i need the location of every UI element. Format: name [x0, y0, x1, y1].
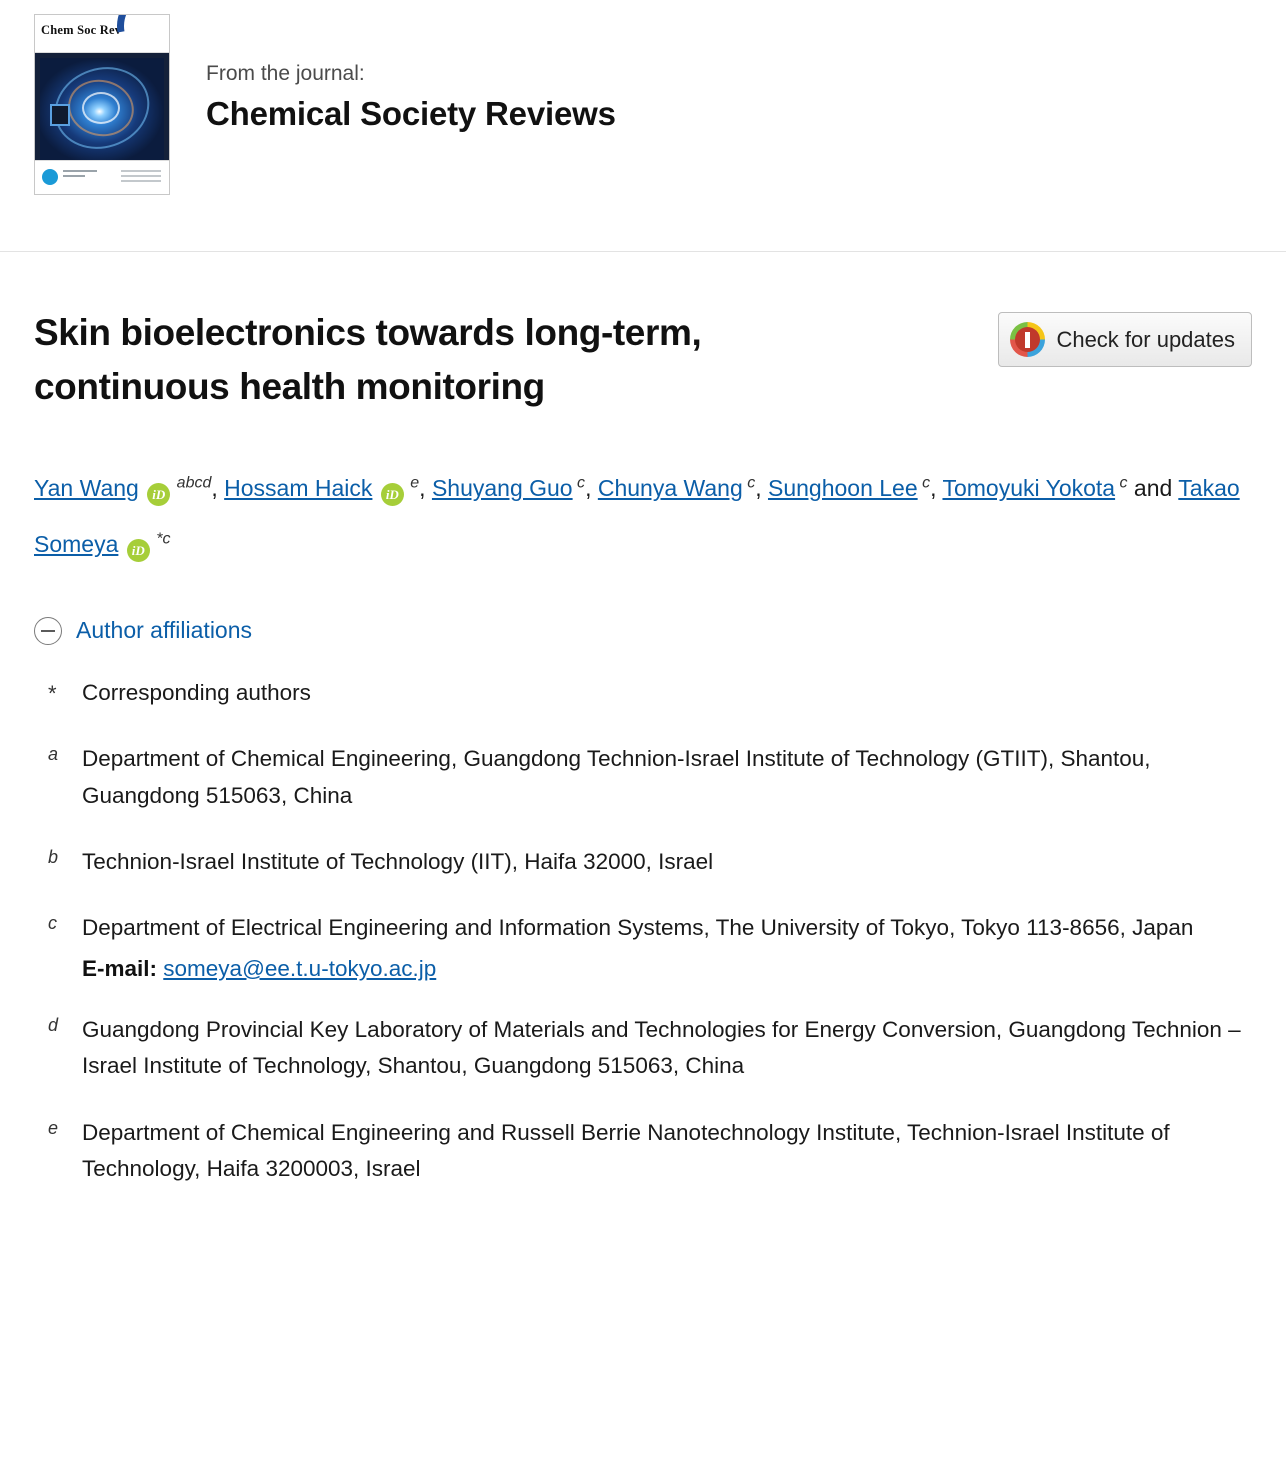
affiliation-item [34, 1115, 1252, 1188]
author-separator: , [585, 475, 598, 502]
affiliation-text: Technion-Israel Institute of Technology (IIT), Haifa 32000, Israel [82, 849, 714, 875]
journal-cover-thumbnail[interactable] [34, 14, 170, 195]
author-separator: , [930, 475, 943, 502]
affiliation-marker: e [48, 1117, 59, 1138]
check-for-updates-button[interactable] [998, 312, 1252, 367]
author-link[interactable]: Hossam Haick [224, 475, 373, 502]
author-affiliations-toggle[interactable] [34, 617, 1252, 645]
affiliation-marker: b [48, 847, 59, 868]
orcid-icon[interactable]: iD [381, 483, 404, 506]
cover-footer-lines-right [121, 170, 161, 185]
title-row [34, 306, 1252, 414]
cover-masthead [35, 15, 169, 53]
author-affiliation-marker: c [572, 474, 586, 492]
article-content [0, 252, 1286, 1188]
author-separator: and [1127, 475, 1179, 502]
affiliation-text: Guangdong Provincial Key Laboratory of Materials and Technologies for Energy Conversion, Guangdong Technion – Israel Institute of Technology, Shantou, Guangdong 515063, China [82, 1016, 1241, 1079]
page-title: Skin bioelectronics towards long-term, continuous health monitoring [34, 312, 702, 408]
rsc-logo-icon [42, 169, 58, 185]
author-link[interactable]: Takao Someya [34, 475, 1240, 558]
cover-footer-lines-left [63, 170, 97, 180]
author-link[interactable]: Shuyang Guo [431, 475, 573, 502]
author-separator: , [755, 475, 768, 502]
affiliation-item [34, 844, 1252, 880]
author-list [34, 460, 1252, 573]
journal-name[interactable]: Chemical Society Reviews [206, 95, 616, 132]
minus-circle-icon [34, 617, 62, 645]
author-separator: , [419, 475, 432, 502]
cover-footer-bar [35, 160, 169, 194]
affiliation-marker: d [48, 1014, 59, 1035]
email-label: E-mail: [82, 955, 158, 981]
author-affiliation-marker: e [405, 474, 420, 492]
check-for-updates-label: Check for updates [1056, 326, 1235, 352]
affiliation-marker: c [48, 913, 57, 934]
author-affiliation-marker: *c [151, 530, 171, 548]
author-affiliation-marker: c [917, 474, 931, 492]
journal-header [0, 0, 1286, 252]
affiliation-list [34, 675, 1252, 1188]
affiliation-text: Corresponding authors [82, 679, 311, 705]
orcid-icon[interactable]: iD [127, 539, 150, 562]
author-separator: , [211, 475, 225, 502]
cover-title-text: Chem Soc Rev [41, 23, 122, 37]
author-affiliation-marker: c [1115, 474, 1128, 492]
crossmark-icon [1010, 322, 1045, 357]
author-link[interactable]: Tomoyuki Yokota [942, 475, 1116, 502]
author-link[interactable]: Sunghoon Lee [767, 475, 918, 502]
affiliation-email-row [82, 956, 1193, 982]
affiliation-item [34, 910, 1252, 981]
author-link[interactable]: Yan Wang [34, 475, 139, 502]
author-affiliation-marker: abcd [172, 474, 212, 492]
from-journal-label: From the journal: [206, 62, 365, 85]
affiliation-text: Department of Electrical Engineering and Information Systems, The University of Tokyo, Tokyo 113-8656, Japan [82, 915, 1194, 941]
affiliation-item [34, 1012, 1252, 1085]
affiliation-item [34, 741, 1252, 814]
author-link[interactable]: Chunya Wang [597, 475, 743, 502]
affiliation-item [34, 675, 1252, 711]
affiliation-text: Department of Chemical Engineering and Russell Berrie Nanotechnology Institute, Technion-Israel Institute of Technology, Haifa 3200003, Israel [82, 1119, 1170, 1182]
author-affiliation-marker: c [742, 474, 756, 492]
affiliation-marker: * [48, 680, 57, 706]
journal-text-block [206, 14, 616, 133]
orcid-icon[interactable]: iD [147, 483, 170, 506]
affiliation-text: Department of Chemical Engineering, Guangdong Technion-Israel Institute of Technology (GTIIT), Shantou, Guangdong 515063, China [82, 746, 1151, 808]
email-link[interactable]: someya@ee.t.u-tokyo.ac.jp [163, 955, 437, 981]
cover-artwork [40, 58, 164, 161]
author-affiliations-label: Author affiliations [76, 617, 253, 644]
affiliation-marker: a [48, 744, 59, 765]
